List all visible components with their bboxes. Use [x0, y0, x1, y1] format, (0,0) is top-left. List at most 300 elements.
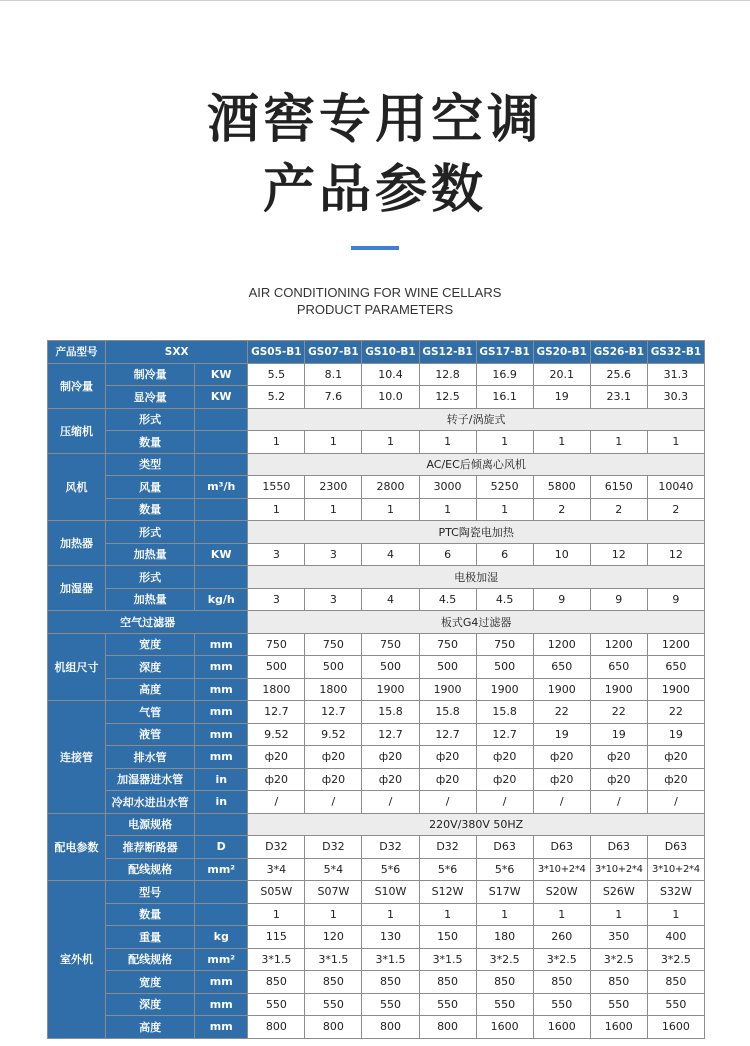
value-cell: 9: [647, 588, 704, 611]
value-cell: 650: [647, 656, 704, 679]
value-cell: 7.6: [305, 386, 362, 409]
value-cell: 15.8: [476, 701, 533, 724]
table-row: [48, 701, 705, 724]
unit-cell: [195, 408, 248, 431]
param-label-cell: 显冷量: [106, 386, 195, 409]
value-cell: 800: [305, 1016, 362, 1039]
value-cell: 1: [419, 498, 476, 521]
unit-cell: KW: [195, 543, 248, 566]
unit-cell: mm²: [195, 948, 248, 971]
value-cell: 550: [419, 993, 476, 1016]
model-header-cell: GS26-B1: [590, 341, 647, 364]
value-cell: 3000: [419, 476, 476, 499]
value-cell: ф20: [248, 768, 305, 791]
table-row: [48, 588, 705, 611]
spec-table: [47, 340, 705, 1039]
value-cell: 1550: [248, 476, 305, 499]
table-row: [48, 498, 705, 521]
page-title-line2: 产品参数: [262, 160, 487, 220]
param-label-cell: 配线规格: [106, 858, 195, 881]
value-cell: /: [647, 791, 704, 814]
group-name-cell: 配电参数: [48, 813, 106, 881]
param-label-cell: 重量: [106, 926, 195, 949]
unit-cell: [195, 566, 248, 589]
page-title-line1: 酒窖专用空调: [206, 90, 543, 150]
value-cell: 10.4: [362, 363, 419, 386]
group-name-cell: 风机: [48, 453, 106, 521]
value-cell: 19: [533, 386, 590, 409]
value-cell: 1: [248, 498, 305, 521]
value-cell: 750: [476, 633, 533, 656]
model-label-cell: 产品型号: [48, 341, 106, 364]
value-cell: 350: [590, 926, 647, 949]
value-cell: ф20: [647, 746, 704, 769]
value-cell: 120: [305, 926, 362, 949]
unit-cell: in: [195, 768, 248, 791]
value-cell: 850: [305, 971, 362, 994]
value-cell: 3*2.5: [647, 948, 704, 971]
value-cell: D63: [590, 836, 647, 859]
table-row: [48, 386, 705, 409]
value-cell: 2300: [305, 476, 362, 499]
value-cell: 850: [248, 971, 305, 994]
value-cell: /: [419, 791, 476, 814]
value-cell: ф20: [362, 768, 419, 791]
group-name-cell: 连接管: [48, 701, 106, 814]
unit-cell: mm: [195, 971, 248, 994]
value-cell: 1: [590, 431, 647, 454]
unit-cell: D: [195, 836, 248, 859]
value-cell: 19: [533, 723, 590, 746]
value-cell: 6150: [590, 476, 647, 499]
value-cell: S07W: [305, 881, 362, 904]
spanning-value-cell: 220V/380V 50HZ: [248, 813, 705, 836]
value-cell: 20.1: [533, 363, 590, 386]
value-cell: 3*2.5: [476, 948, 533, 971]
value-cell: 650: [533, 656, 590, 679]
value-cell: 25.6: [590, 363, 647, 386]
value-cell: 1: [647, 431, 704, 454]
value-cell: 3*2.5: [590, 948, 647, 971]
value-cell: 1: [305, 498, 362, 521]
value-cell: /: [362, 791, 419, 814]
value-cell: 5*4: [305, 858, 362, 881]
value-cell: 550: [476, 993, 533, 1016]
series-cell: SXX: [106, 341, 248, 364]
value-cell: 1900: [476, 678, 533, 701]
value-cell: 19: [590, 723, 647, 746]
value-cell: 6: [419, 543, 476, 566]
table-row: [48, 453, 705, 476]
model-header-cell: GS10-B1: [362, 341, 419, 364]
param-label-cell: 数量: [106, 903, 195, 926]
param-label-cell: 深度: [106, 993, 195, 1016]
group-name-cell: 压缩机: [48, 408, 106, 453]
value-cell: 1800: [248, 678, 305, 701]
value-cell: 2: [590, 498, 647, 521]
unit-cell: [195, 453, 248, 476]
value-cell: 1: [647, 903, 704, 926]
param-label-cell: 数量: [106, 498, 195, 521]
value-cell: 12.5: [419, 386, 476, 409]
value-cell: S26W: [590, 881, 647, 904]
value-cell: 12.7: [476, 723, 533, 746]
value-cell: 1: [362, 903, 419, 926]
unit-cell: [195, 521, 248, 544]
value-cell: 550: [647, 993, 704, 1016]
value-cell: ф20: [590, 768, 647, 791]
value-cell: /: [305, 791, 362, 814]
param-label-cell: 配线规格: [106, 948, 195, 971]
value-cell: /: [533, 791, 590, 814]
value-cell: 16.1: [476, 386, 533, 409]
value-cell: ф20: [533, 768, 590, 791]
value-cell: 10: [533, 543, 590, 566]
value-cell: 3*4: [248, 858, 305, 881]
value-cell: 3*1.5: [419, 948, 476, 971]
value-cell: 500: [305, 656, 362, 679]
value-cell: 1800: [305, 678, 362, 701]
value-cell: D32: [419, 836, 476, 859]
table-row: [48, 903, 705, 926]
value-cell: 750: [248, 633, 305, 656]
value-cell: 12.7: [248, 701, 305, 724]
value-cell: ф20: [647, 768, 704, 791]
value-cell: 1: [419, 431, 476, 454]
value-cell: /: [590, 791, 647, 814]
value-cell: 5*6: [419, 858, 476, 881]
value-cell: 850: [647, 971, 704, 994]
spanning-value-cell: PTC陶瓷电加热: [248, 521, 705, 544]
value-cell: 31.3: [647, 363, 704, 386]
unit-cell: mm: [195, 633, 248, 656]
unit-cell: kg/h: [195, 588, 248, 611]
spanning-value-cell: AC/EC后倾离心风机: [248, 453, 705, 476]
table-row: [48, 881, 705, 904]
table-row: [48, 813, 705, 836]
param-label-cell: 形式: [106, 408, 195, 431]
value-cell: 8.1: [305, 363, 362, 386]
value-cell: D63: [533, 836, 590, 859]
value-cell: 1600: [533, 1016, 590, 1039]
table-row: [48, 836, 705, 859]
unit-cell: [195, 881, 248, 904]
value-cell: 260: [533, 926, 590, 949]
table-row: [48, 926, 705, 949]
value-cell: 1: [419, 903, 476, 926]
value-cell: 3*10+2*4: [590, 858, 647, 881]
table-row: [48, 746, 705, 769]
value-cell: 650: [590, 656, 647, 679]
value-cell: D32: [305, 836, 362, 859]
value-cell: 12.7: [362, 723, 419, 746]
param-label-cell: 类型: [106, 453, 195, 476]
value-cell: 22: [590, 701, 647, 724]
value-cell: /: [248, 791, 305, 814]
table-row: [48, 611, 705, 634]
value-cell: 15.8: [419, 701, 476, 724]
value-cell: 550: [248, 993, 305, 1016]
model-header-cell: GS07-B1: [305, 341, 362, 364]
subtitle-line2: PRODUCT PARAMETERS: [296, 302, 454, 317]
value-cell: 115: [248, 926, 305, 949]
value-cell: 500: [362, 656, 419, 679]
value-cell: 550: [305, 993, 362, 1016]
value-cell: 1: [305, 431, 362, 454]
param-label-cell: 深度: [106, 656, 195, 679]
param-label-cell: 电源规格: [106, 813, 195, 836]
value-cell: 5*6: [476, 858, 533, 881]
group-name-cell: 机组尺寸: [48, 633, 106, 701]
value-cell: S10W: [362, 881, 419, 904]
value-cell: D63: [476, 836, 533, 859]
value-cell: 2800: [362, 476, 419, 499]
table-row: [48, 363, 705, 386]
value-cell: 1: [476, 498, 533, 521]
value-cell: 22: [647, 701, 704, 724]
value-cell: 4.5: [476, 588, 533, 611]
value-cell: S05W: [248, 881, 305, 904]
group-name-cell: 加热器: [48, 521, 106, 566]
value-cell: 3*10+2*4: [533, 858, 590, 881]
table-row: [48, 723, 705, 746]
value-cell: 500: [419, 656, 476, 679]
subtitle-line1: AIR CONDITIONING FOR WINE CELLARS: [248, 285, 502, 300]
spec-table-body: [48, 363, 705, 1038]
value-cell: 1900: [590, 678, 647, 701]
value-cell: 1900: [362, 678, 419, 701]
value-cell: 2: [647, 498, 704, 521]
value-cell: 9: [590, 588, 647, 611]
value-cell: 800: [248, 1016, 305, 1039]
value-cell: 23.1: [590, 386, 647, 409]
table-row: [48, 993, 705, 1016]
value-cell: 5.5: [248, 363, 305, 386]
value-cell: 750: [305, 633, 362, 656]
value-cell: 850: [419, 971, 476, 994]
value-cell: 9: [533, 588, 590, 611]
value-cell: 30.3: [647, 386, 704, 409]
unit-cell: mm: [195, 1016, 248, 1039]
value-cell: 750: [419, 633, 476, 656]
value-cell: 1900: [419, 678, 476, 701]
value-cell: 5800: [533, 476, 590, 499]
value-cell: 850: [362, 971, 419, 994]
table-row: [48, 656, 705, 679]
param-label-cell: 宽度: [106, 633, 195, 656]
value-cell: ф20: [305, 768, 362, 791]
table-row: [48, 521, 705, 544]
value-cell: 16.9: [476, 363, 533, 386]
value-cell: 3*1.5: [362, 948, 419, 971]
unit-cell: KW: [195, 363, 248, 386]
table-row: [48, 971, 705, 994]
value-cell: /: [476, 791, 533, 814]
param-label-cell: 高度: [106, 678, 195, 701]
value-cell: 3: [248, 543, 305, 566]
value-cell: 5.2: [248, 386, 305, 409]
value-cell: 1: [248, 903, 305, 926]
title-accent-bar: [351, 246, 399, 250]
table-row: [48, 408, 705, 431]
value-cell: 1600: [476, 1016, 533, 1039]
spanning-value-cell: 转子/涡旋式: [248, 408, 705, 431]
value-cell: 800: [419, 1016, 476, 1039]
value-cell: 4: [362, 543, 419, 566]
value-cell: ф20: [362, 746, 419, 769]
value-cell: ф20: [248, 746, 305, 769]
value-cell: ф20: [590, 746, 647, 769]
table-row: [48, 1016, 705, 1039]
value-cell: 1900: [647, 678, 704, 701]
value-cell: 3*10+2*4: [647, 858, 704, 881]
value-cell: 12.7: [305, 701, 362, 724]
value-cell: 1900: [533, 678, 590, 701]
table-row: [48, 948, 705, 971]
value-cell: 1: [590, 903, 647, 926]
value-cell: 12.8: [419, 363, 476, 386]
table-header-row: [48, 341, 705, 364]
value-cell: 1200: [533, 633, 590, 656]
param-label-cell: 排水管: [106, 746, 195, 769]
param-label-cell: 加热量: [106, 543, 195, 566]
unit-cell: m³/h: [195, 476, 248, 499]
value-cell: 3*2.5: [533, 948, 590, 971]
param-label-cell: 气管: [106, 701, 195, 724]
unit-cell: mm: [195, 678, 248, 701]
value-cell: 12: [647, 543, 704, 566]
table-row: [48, 768, 705, 791]
value-cell: 150: [419, 926, 476, 949]
value-cell: 400: [647, 926, 704, 949]
value-cell: 1600: [647, 1016, 704, 1039]
value-cell: 4.5: [419, 588, 476, 611]
param-label-cell: 推荐断路器: [106, 836, 195, 859]
value-cell: 500: [248, 656, 305, 679]
value-cell: 22: [533, 701, 590, 724]
value-cell: 1: [476, 431, 533, 454]
value-cell: 3: [248, 588, 305, 611]
param-label-cell: 加湿器进水管: [106, 768, 195, 791]
param-label-cell: 冷却水进出水管: [106, 791, 195, 814]
value-cell: 550: [533, 993, 590, 1016]
value-cell: 500: [476, 656, 533, 679]
param-label-cell: 宽度: [106, 971, 195, 994]
param-label-cell: 形式: [106, 566, 195, 589]
value-cell: 850: [590, 971, 647, 994]
value-cell: 19: [647, 723, 704, 746]
value-cell: ф20: [305, 746, 362, 769]
value-cell: 1: [248, 431, 305, 454]
value-cell: 800: [362, 1016, 419, 1039]
model-header-cell: GS20-B1: [533, 341, 590, 364]
table-row: [48, 431, 705, 454]
value-cell: S17W: [476, 881, 533, 904]
unit-cell: KW: [195, 386, 248, 409]
value-cell: S32W: [647, 881, 704, 904]
value-cell: 9.52: [305, 723, 362, 746]
unit-cell: mm: [195, 993, 248, 1016]
value-cell: 1: [533, 431, 590, 454]
unit-cell: mm: [195, 723, 248, 746]
param-label-cell: 形式: [106, 521, 195, 544]
value-cell: 1200: [590, 633, 647, 656]
param-label-cell: 液管: [106, 723, 195, 746]
value-cell: 850: [533, 971, 590, 994]
value-cell: D32: [248, 836, 305, 859]
model-header-cell: GS17-B1: [476, 341, 533, 364]
unit-cell: mm: [195, 746, 248, 769]
value-cell: 15.8: [362, 701, 419, 724]
model-header-cell: GS32-B1: [647, 341, 704, 364]
value-cell: 130: [362, 926, 419, 949]
unit-cell: mm: [195, 701, 248, 724]
spanning-value-cell: 电极加湿: [248, 566, 705, 589]
value-cell: 850: [476, 971, 533, 994]
unit-cell: [195, 431, 248, 454]
value-cell: 4: [362, 588, 419, 611]
value-cell: ф20: [419, 746, 476, 769]
unit-cell: [195, 813, 248, 836]
unit-cell: mm²: [195, 858, 248, 881]
group-name-cell: 室外机: [48, 881, 106, 1039]
value-cell: 12.7: [419, 723, 476, 746]
model-header-cell: GS05-B1: [248, 341, 305, 364]
table-row: [48, 566, 705, 589]
value-cell: 1: [305, 903, 362, 926]
value-cell: 1: [362, 498, 419, 521]
spanning-value-cell: 板式G4过滤器: [248, 611, 705, 634]
value-cell: S20W: [533, 881, 590, 904]
value-cell: 3: [305, 588, 362, 611]
model-header-cell: GS12-B1: [419, 341, 476, 364]
unit-cell: kg: [195, 926, 248, 949]
unit-cell: [195, 903, 248, 926]
value-cell: 1: [476, 903, 533, 926]
value-cell: 1: [533, 903, 590, 926]
value-cell: 550: [590, 993, 647, 1016]
value-cell: 10.0: [362, 386, 419, 409]
value-cell: 180: [476, 926, 533, 949]
value-cell: 3: [305, 543, 362, 566]
value-cell: 1: [362, 431, 419, 454]
value-cell: ф20: [533, 746, 590, 769]
table-row: [48, 633, 705, 656]
value-cell: 1200: [647, 633, 704, 656]
value-cell: 3*1.5: [305, 948, 362, 971]
param-label-cell: 风量: [106, 476, 195, 499]
value-cell: 1600: [590, 1016, 647, 1039]
value-cell: 12: [590, 543, 647, 566]
value-cell: 10040: [647, 476, 704, 499]
value-cell: D32: [362, 836, 419, 859]
param-label-cell: 型号: [106, 881, 195, 904]
group-name-cell: 制冷量: [48, 363, 106, 408]
table-row: [48, 543, 705, 566]
value-cell: ф20: [419, 768, 476, 791]
table-row: [48, 678, 705, 701]
group-name-cell: 空气过滤器: [48, 611, 248, 634]
table-row: [48, 858, 705, 881]
value-cell: 3*1.5: [248, 948, 305, 971]
value-cell: D63: [647, 836, 704, 859]
param-label-cell: 制冷量: [106, 363, 195, 386]
param-label-cell: 高度: [106, 1016, 195, 1039]
value-cell: 9.52: [248, 723, 305, 746]
table-row: [48, 476, 705, 499]
group-name-cell: 加湿器: [48, 566, 106, 611]
value-cell: 2: [533, 498, 590, 521]
